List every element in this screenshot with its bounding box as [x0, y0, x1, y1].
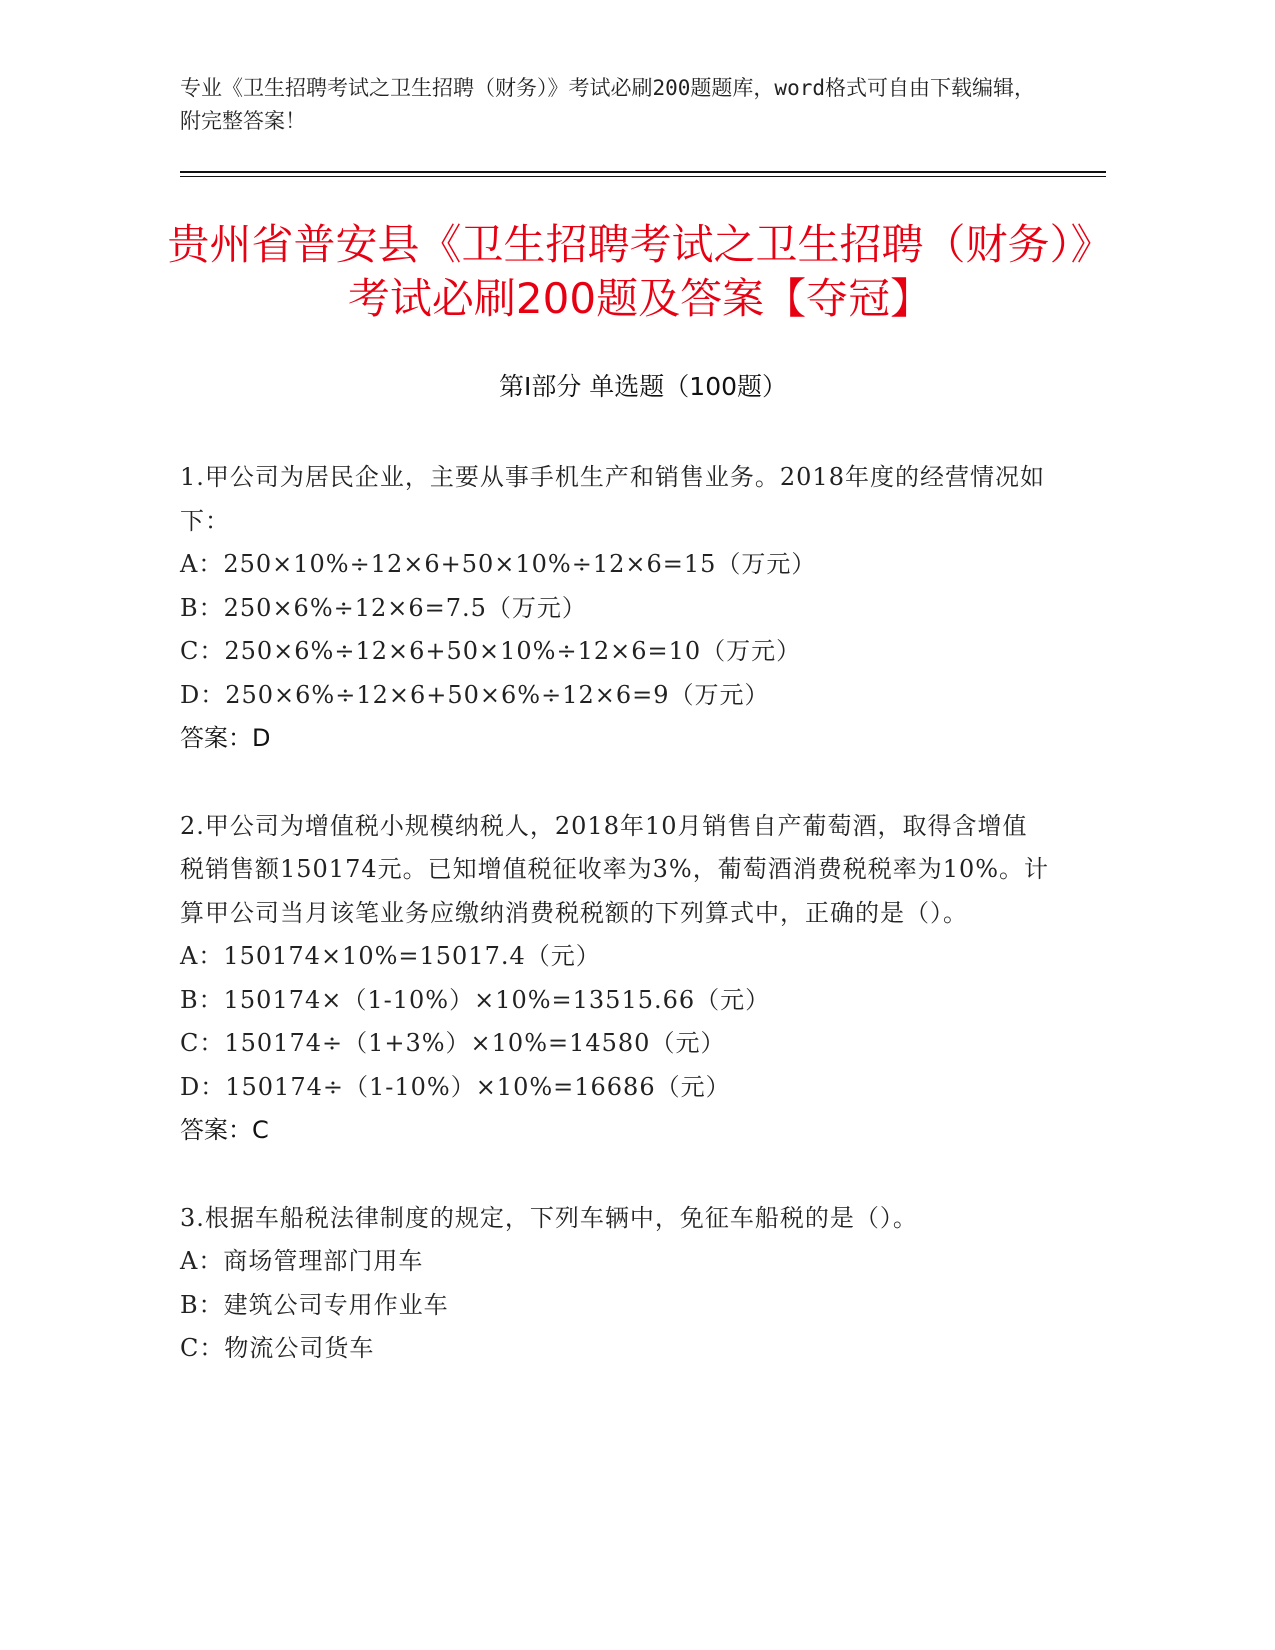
document-title: 贵州省普安县《卫生招聘考试之卫生招聘（财务）》考试必刷200题及答案【夺冠】 [167, 220, 1113, 323]
option-b: B：建筑公司专用作业车 [180, 1290, 449, 1319]
option-b: B：250×6%÷12×6=7.5（万元） [180, 593, 587, 622]
answer-line: 答案：D [180, 724, 271, 752]
option-d: D：250×6%÷12×6+50×6%÷12×6=9（万元） [180, 680, 770, 709]
option-b: B：150174×（1-10%）×10%=13515.66（元） [180, 985, 771, 1014]
question-stem: 3.根据车船税法律制度的规定，下列车辆中，免征车船税的是（）。 [180, 1203, 918, 1232]
question-list [180, 456, 1050, 1415]
section-heading: 第Ⅰ部分 单选题（100题） [498, 372, 788, 401]
option-d: D：150174÷（1-10%）×10%=16686（元） [180, 1072, 731, 1101]
option-a: A：250×10%÷12×6+50×10%÷12×6=15（万元） [180, 550, 817, 578]
question-stem: 1.甲公司为居民企业，主要从事手机生产和销售业务。2018年度的经营情况如下： [180, 463, 1045, 535]
answer-line: 答案：C [180, 1116, 269, 1144]
option-a: A：商场管理部门用车 [180, 1247, 424, 1275]
question-stem: 2.甲公司为增值税小规模纳税人，2018年10月销售自产葡萄酒，取得含增值税销售额150174元。已知增值税征收率为3%，葡萄酒消费税税率为10%。计算甲公司当月该笔业务应缴纳消费税税额的下列算式中，正确的是（）。 [180, 811, 1050, 927]
question-1 [180, 456, 1050, 761]
question-3 [180, 1197, 1050, 1371]
header-divider-thick [180, 171, 1106, 173]
option-c: C：250×6%÷12×6+50×10%÷12×6=10（万元） [180, 637, 802, 665]
header-divider-thin [180, 176, 1106, 177]
option-a: A：150174×10%=15017.4（元） [180, 942, 601, 970]
question-2 [180, 805, 1050, 1153]
option-c: C：150174÷（1+3%）×10%=14580（元） [180, 1029, 726, 1057]
option-c: C：物流公司货车 [180, 1334, 375, 1362]
header-note: 专业《卫生招聘考试之卫生招聘（财务）》考试必刷200题题库，word格式可自由下载编辑，附完整答案！ [180, 76, 1035, 133]
